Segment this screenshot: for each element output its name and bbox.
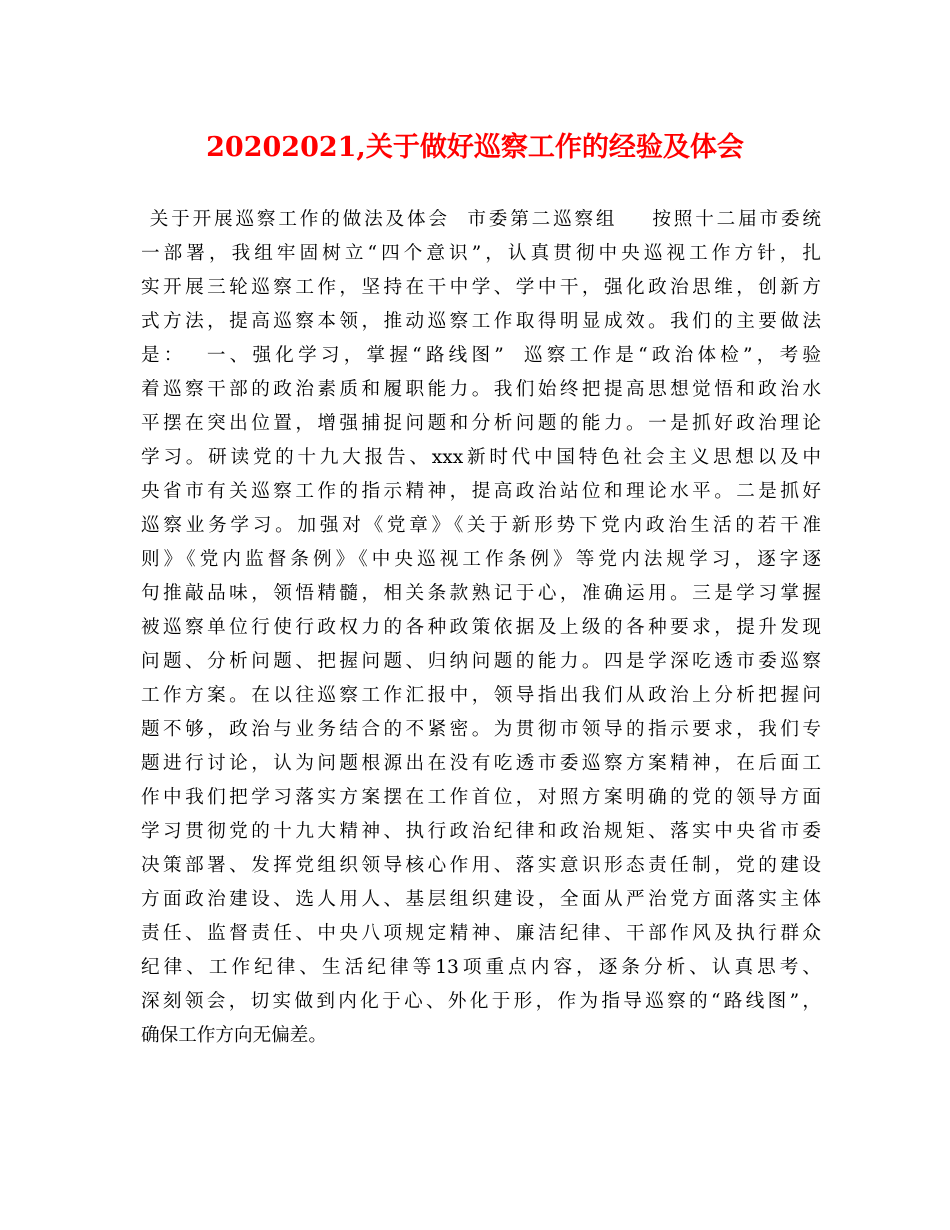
body-line: 一部署，我组牢固树立“四个意识”，认真贯彻中央巡视工作方针，扎 [141,243,821,264]
document-body [141,203,821,1053]
body-line: 纪律、工作纪律、生活纪律等13项重点内容，逐条分析、认真思考、 [141,957,821,978]
body-line: 工作方案。在以往巡察工作汇报中，领导指出我们从政治上分析把握问 [141,685,821,706]
body-line: 深刻领会，切实做到内化于心、外化于形，作为指导巡察的“路线图”， [141,991,821,1012]
body-line: 着巡察干部的政治素质和履职能力。我们始终把提高思想觉悟和政治水 [141,379,821,400]
body-line: 决策部署、发挥党组织领导核心作用、落实意识形态责任制，党的建设 [141,855,821,876]
body-line: 关于开展巡察工作的做法及体会 市委第二巡察组 按照十二届市委统 [141,209,821,230]
body-line: 方面政治建设、选人用人、基层组织建设，全面从严治党方面落实主体 [141,889,821,910]
body-line: 实开展三轮巡察工作，坚持在干中学、学中干，强化政治思维，创新方 [141,277,821,298]
body-line: 被巡察单位行使行政权力的各种政策依据及上级的各种要求，提升发现 [141,617,821,638]
body-line: 则》《党内监督条例》《中央巡视工作条例》等党内法规学习，逐字逐 [141,549,821,570]
body-line: 确保工作方向无偏差。 [141,1025,327,1046]
body-line: 题不够，政治与业务结合的不紧密。为贯彻市领导的指示要求，我们专 [141,719,821,740]
body-line: 句推敲品味，领悟精髓，相关条款熟记于心，准确运用。三是学习掌握 [141,583,821,604]
body-line: 央省市有关巡察工作的指示精神，提高政治站位和理论水平。二是抓好 [141,481,821,502]
body-line: 责任、监督责任、中央八项规定精神、廉洁纪律、干部作风及执行群众 [141,923,821,944]
body-line: 平摆在突出位置，增强捕捉问题和分析问题的能力。一是抓好政治理论 [141,413,821,434]
body-line: 作中我们把学习落实方案摆在工作首位，对照方案明确的党的领导方面 [141,787,821,808]
body-line: 学习贯彻党的十九大精神、执行政治纪律和政治规矩、落实中央省市委 [141,821,821,842]
body-line: 题进行讨论，认为问题根源出在没有吃透市委巡察方案精神，在后面工 [141,753,821,774]
body-line: 问题、分析问题、把握问题、归纳问题的能力。四是学深吃透市委巡察 [141,651,821,672]
body-line: 巡察业务学习。加强对《党章》《关于新形势下党内政治生活的若干准 [141,515,821,536]
body-line: 式方法，提高巡察本领，推动巡察工作取得明显成效。我们的主要做法 [141,311,821,332]
body-line: 学习。研读党的十九大报告、xxx新时代中国特色社会主义思想以及中 [141,447,821,468]
document-title: 20202021,关于做好巡察工作的经验及体会 [206,132,744,163]
body-line: 是： 一、强化学习，掌握“路线图” 巡察工作是“政治体检”，考验 [141,345,821,366]
